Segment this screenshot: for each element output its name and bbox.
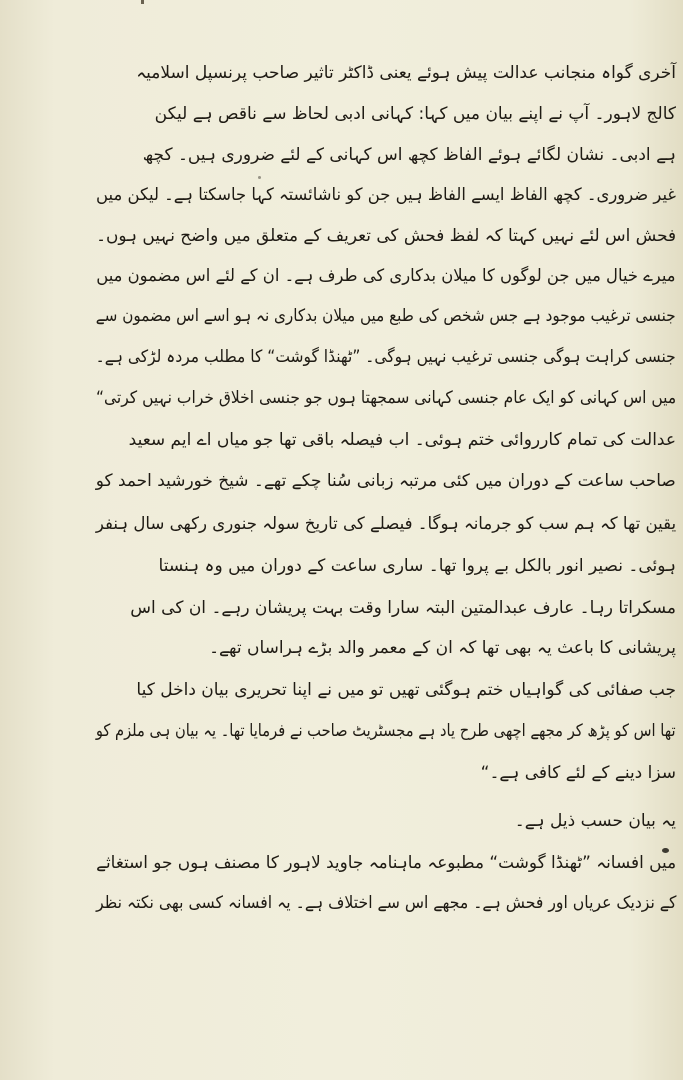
text-line: ہے ادبی۔ نشان لگائے ہوئے الفاظ کچھ اس کہانی کے لئے ضروری ہیں۔ کچھ: [142, 145, 676, 165]
text-line: پریشانی کا باعث یہ بھی تھا کہ ان کے معمر والد بڑے ہراساں تھے۔: [209, 638, 676, 658]
text-line: ہوئی۔ نصیر انور بالکل بے پروا تھا۔ ساری ساعت کے دوران میں وہ ہنستا: [158, 556, 676, 576]
text-line: میں اس کہانی کو ایک عام جنسی کہانی سمجھتا ہوں جو جنسی اخلاق خراب نہیں کرتی“: [95, 388, 676, 408]
text-line: میرے خیال میں جن لوگوں کا میلان بدکاری کی طرف ہے۔ ان کے لئے اس مضمون میں: [96, 266, 676, 286]
text-line: سزا دینے کے لئے کافی ہے۔“: [480, 763, 676, 783]
text-line: کالج لاہور۔ آپ نے اپنے بیان میں کہا: کہانی ادبی لحاظ سے ناقص ہے لیکن: [154, 104, 676, 124]
text-line: عدالت کی تمام کارروائی ختم ہوئی۔ اب فیصلہ باقی تھا جو میاں اے ایم سعید: [128, 430, 676, 450]
scan-speck: [258, 176, 261, 179]
text-line: آخری گواہ منجانب عدالت پیش ہوئے یعنی ڈاکٹر تاثیر صاحب پرنسپل اسلامیہ: [136, 63, 676, 83]
text-line: یہ بیان حسب ذیل ہے۔: [514, 811, 676, 831]
text-line: فحش اس لئے نہیں کہتا کہ لفظ فحش کی تعریف کے متعلق میں واضح نہیں ہوں۔: [95, 226, 676, 246]
page-edge-mark: [141, 0, 144, 4]
text-line: جنسی ترغیب موجود ہے جس شخص کی طبع میں میلان بدکاری نہ ہو اسے اس مضمون سے: [96, 306, 676, 326]
text-line: مسکراتا رہا۔ عارف عبدالمتین البتہ سارا وقت بہت پریشان رہے۔ ان کی اس: [130, 598, 676, 618]
scan-speck: [662, 848, 669, 853]
text-line: جنسی کراہت ہوگی جنسی ترغیب نہیں ہوگی۔ ”ٹھنڈا گوشت“ کا مطلب مردہ لڑکی ہے۔: [95, 347, 676, 367]
text-line: تھا اس کو پڑھ کر مجھے اچھی طرح یاد ہے مجسٹریٹ صاحب نے فرمایا تھا۔ یہ بیان ہی ملزم کو: [96, 721, 676, 741]
text-line: غیر ضروری۔ کچھ الفاظ ایسے الفاظ ہیں جن کو ناشائستہ کہا جاسکتا ہے۔ لیکن میں: [96, 185, 676, 205]
text-line: یقین تھا کہ ہم سب کو جرمانہ ہوگا۔ فیصلے کی تاریخ سولہ جنوری رکھی سال ہنفر: [95, 514, 676, 534]
text-line: صاحب ساعت کے دوران میں کئی مرتبہ زبانی سُنا چکے تھے۔ شیخ خورشید احمد کو: [95, 471, 676, 491]
text-line: جب صفائی کی گواہیاں ختم ہوگئی تھیں تو میں نے اپنا تحریری بیان داخل کیا: [136, 680, 676, 700]
text-line: کے نزدیک عریاں اور فحش ہے۔ مجھے اس سے اختلاف ہے۔ یہ افسانہ کسی بھی نکتہ نظر: [95, 893, 676, 913]
text-line: میں افسانہ ”ٹھنڈا گوشت“ مطبوعہ ماہنامہ جاوید لاہور کا مصنف ہوں جو استغاثے: [95, 853, 676, 873]
